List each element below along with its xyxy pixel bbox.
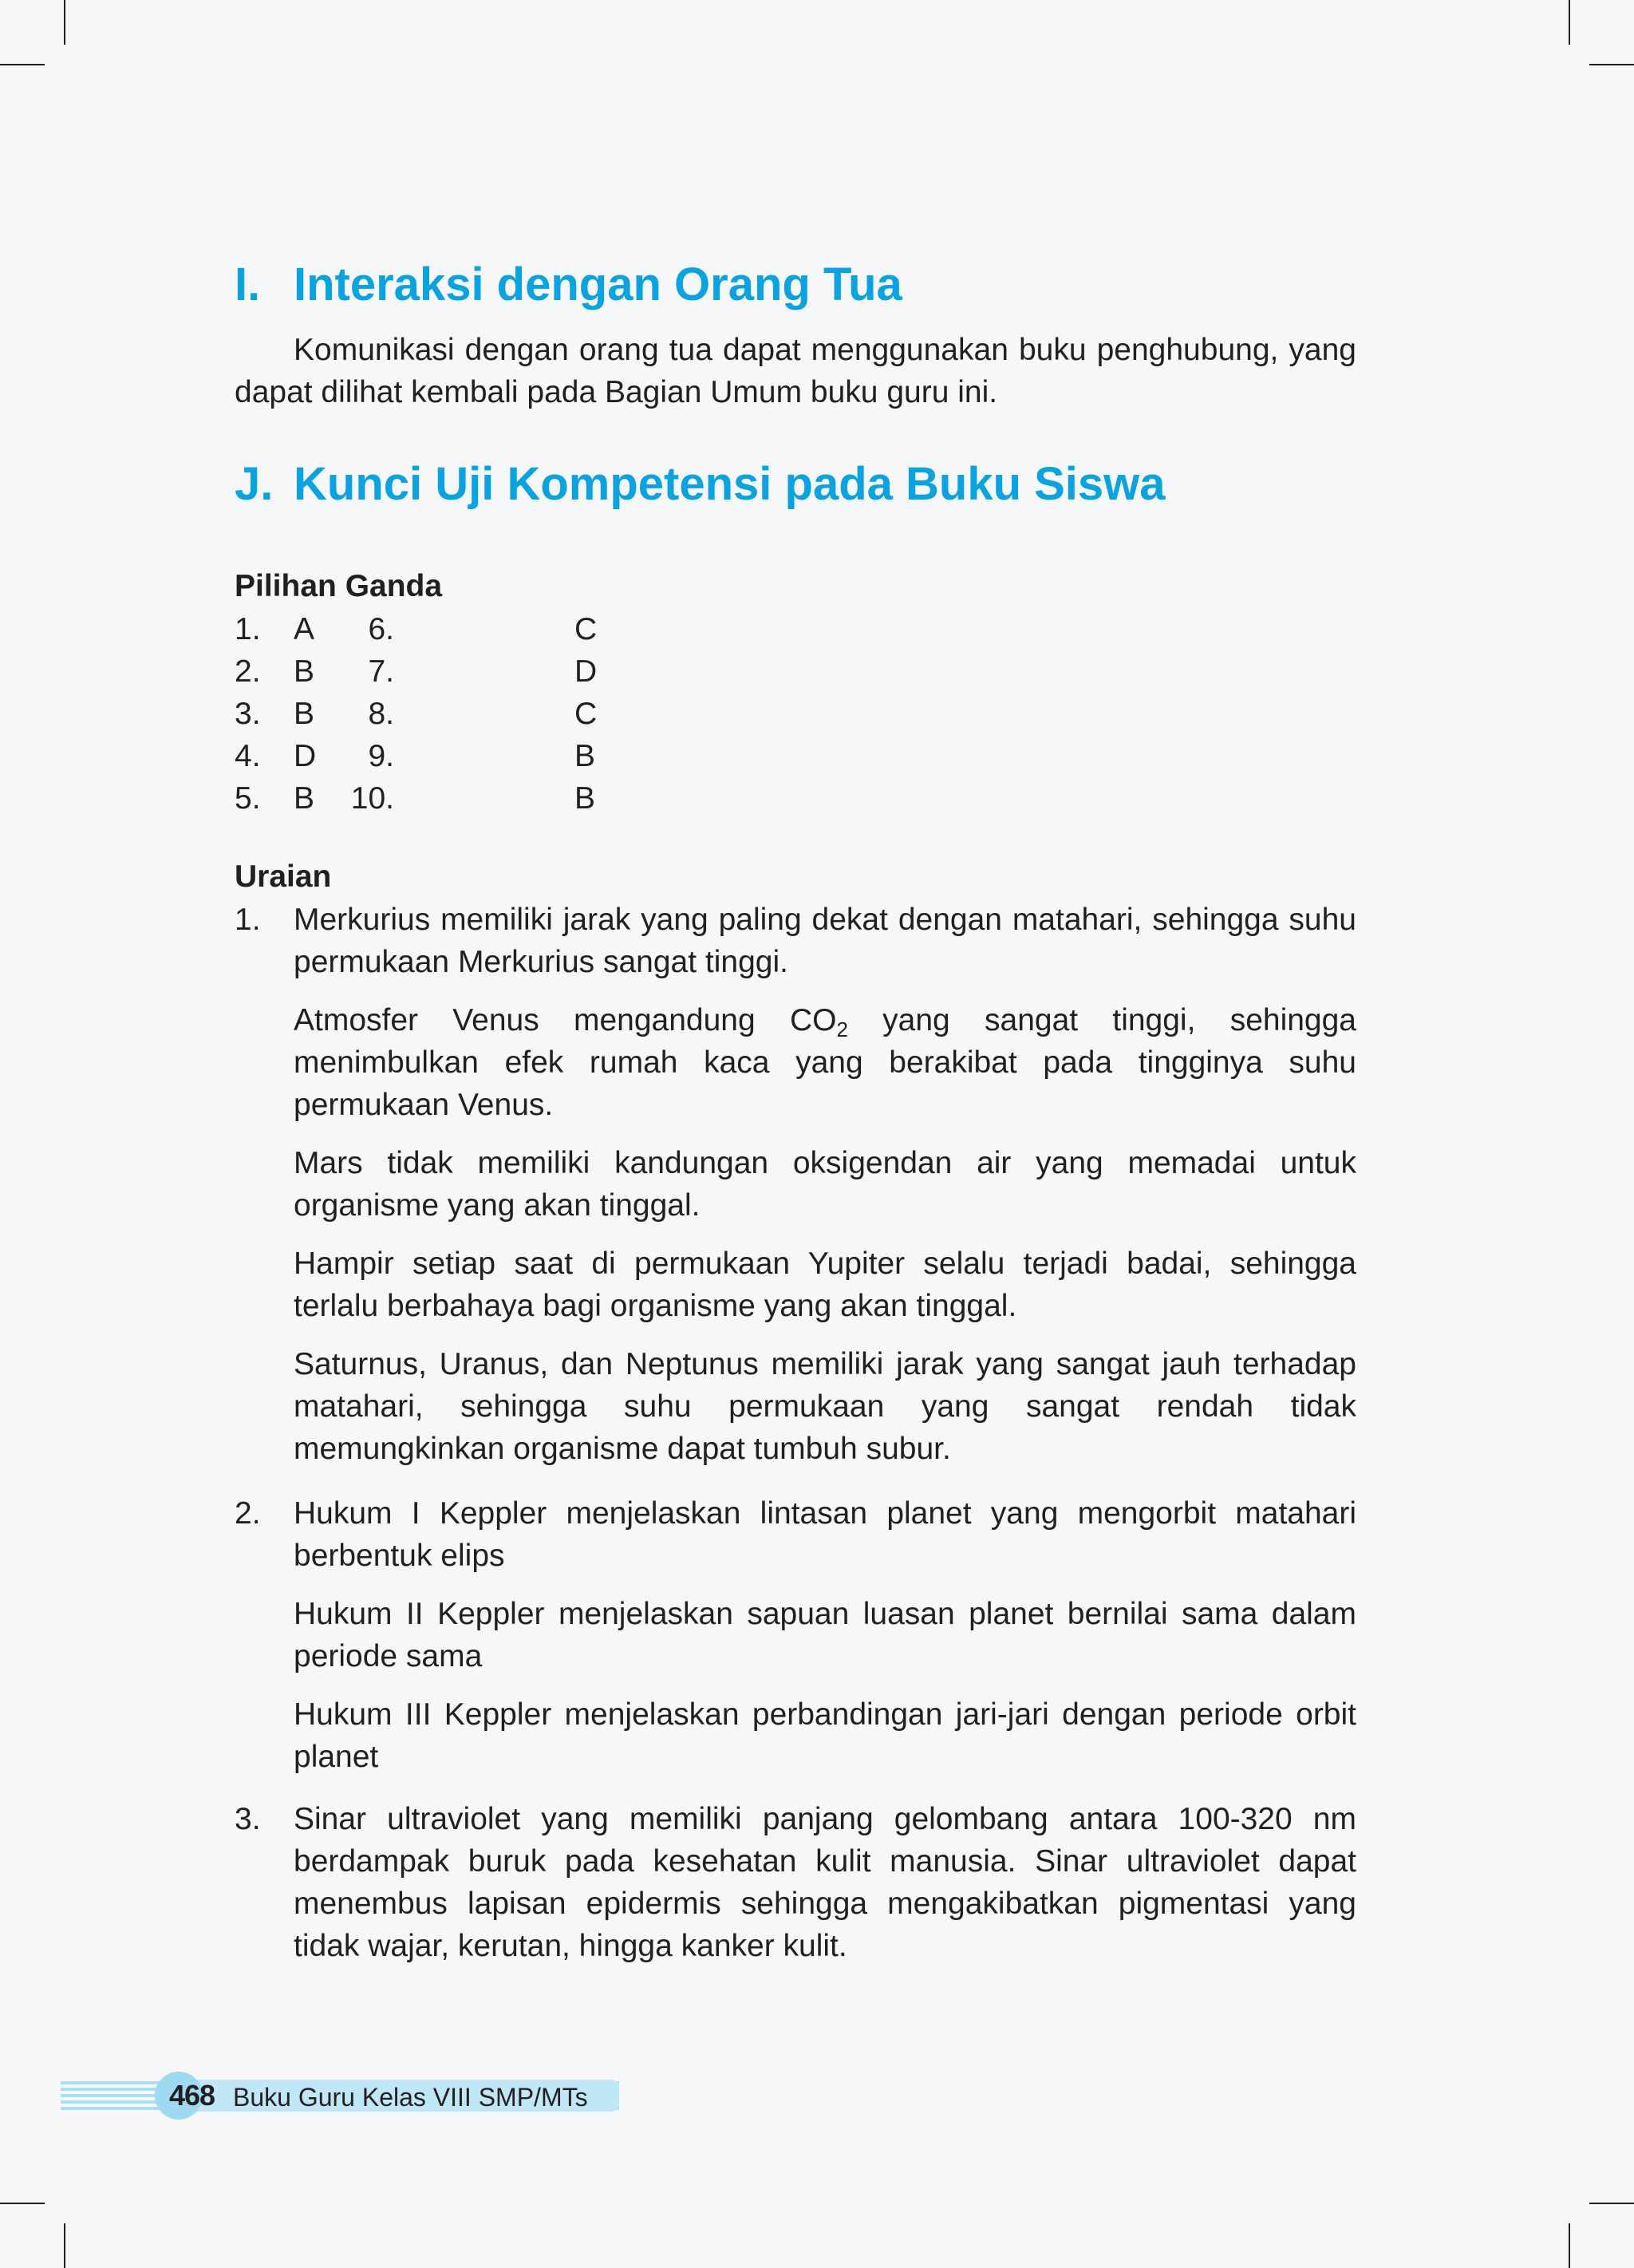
question-number: 9. (368, 739, 394, 773)
answer-letter: B (294, 781, 315, 816)
question-number: 1. (235, 612, 261, 646)
section-i-paragraph: Komunikasi dengan orang tua dapat menggunakan buku penghubung, yang dapat dilihat kembali pada Bagian Umum buku guru ini. (235, 333, 1356, 409)
essay-number: 2. (235, 1496, 261, 1531)
answer-row (235, 650, 713, 693)
essay-answer (235, 899, 1356, 1486)
answer-letter: B (574, 739, 596, 773)
essay-answer (235, 1798, 1356, 1983)
essay-number: 3. (235, 1802, 261, 1836)
section-j-number: J. (235, 458, 274, 510)
essay-paragraph: Merkurius memiliki jarak yang paling dekat dengan matahari, sehingga suhu permukaan Merkurius sangat tinggi. (294, 903, 1356, 979)
section-i-title: Interaksi dengan Orang Tua (294, 259, 902, 310)
answer-letter: A (294, 612, 315, 646)
answer-row (235, 608, 713, 650)
question-number: 10. (350, 781, 394, 816)
section-i-heading (235, 257, 902, 313)
essay-paragraph: Hukum II Keppler menjelaskan sapuan luasan planet bernilai sama dalam periode sama (294, 1597, 1356, 1673)
answer-letter: C (574, 612, 598, 646)
crop-mark (64, 2223, 65, 2268)
crop-mark (1589, 2203, 1634, 2204)
crop-mark (1569, 0, 1570, 45)
essay-paragraph: Hukum I Keppler menjelaskan lintasan planet yang mengorbit matahari berbentuk elips (294, 1496, 1356, 1573)
section-j-title: Kunci Uji Kompetensi pada Buku Siswa (294, 458, 1166, 510)
uraian-heading: Uraian (235, 859, 332, 894)
venus-text-start: Atmosfer Venus mengandung CO (294, 1003, 837, 1037)
answer-row (235, 777, 713, 820)
answer-letter: D (294, 739, 317, 773)
essay-paragraph-venus (294, 999, 1356, 1126)
crop-mark (0, 64, 45, 65)
pilihan-ganda-heading: Pilihan Ganda (235, 569, 443, 603)
subscript: 2 (836, 1017, 848, 1041)
essay-paragraph: Hampir setiap saat di permukaan Yupiter selalu terjadi badai, sehingga terlalu berbahaya bagi organisme yang akan tinggal. (294, 1247, 1356, 1323)
question-number: 8. (368, 697, 394, 731)
answer-letter: B (294, 654, 315, 689)
question-number: 5. (235, 781, 261, 816)
essay-paragraph: Saturnus, Uranus, dan Neptunus memiliki jarak yang sangat jauh terhadap matahari, sehingga suhu permukaan yang sangat rendah tidak memungkinkan organisme dapat tumbuh subur. (294, 1347, 1356, 1466)
essay-paragraph: Sinar ultraviolet yang memiliki panjang gelombang antara 100-320 nm berdampak buruk pada kesehatan kulit manusia. Sinar ultraviolet dapat menembus lapisan epidermis sehingga mengakibatkan pigmentasi yang tidak wajar, kerutan, hingga kanker kulit. (294, 1802, 1356, 1963)
section-i-number: I. (235, 259, 261, 310)
question-number: 7. (368, 654, 394, 689)
question-number: 3. (235, 697, 261, 731)
venus-text-end: yang sangat tinggi, sehingga menimbulkan efek rumah kaca yang berakibat pada tingginya suhu permukaan Venus. (294, 1003, 1356, 1122)
question-number: 2. (235, 654, 261, 689)
answer-letter: D (574, 654, 598, 689)
answer-letter: C (574, 697, 598, 731)
crop-mark (64, 0, 65, 45)
question-number: 4. (235, 739, 261, 773)
answer-letter: B (574, 781, 596, 816)
question-number: 6. (368, 612, 394, 646)
essay-answer (235, 1492, 1356, 1794)
crop-mark (1589, 64, 1634, 65)
book-title: Buku Guru Kelas VIII SMP/MTs (233, 2083, 588, 2112)
essay-number: 1. (235, 903, 261, 937)
answer-letter: B (294, 697, 315, 731)
essay-paragraph: Mars tidak memiliki kandungan oksigendan air yang memadai untuk organisme yang akan tinggal. (294, 1146, 1356, 1223)
answer-row (235, 735, 713, 777)
crop-mark (1569, 2223, 1570, 2268)
section-j-heading (235, 456, 1166, 512)
crop-mark (0, 2203, 45, 2204)
essay-paragraph: Hukum III Keppler menjelaskan perbandingan jari-jari dengan periode orbit planet (294, 1697, 1356, 1774)
answer-row (235, 693, 713, 735)
page-number: 468 (169, 2079, 215, 2112)
page-footer (61, 2072, 619, 2128)
